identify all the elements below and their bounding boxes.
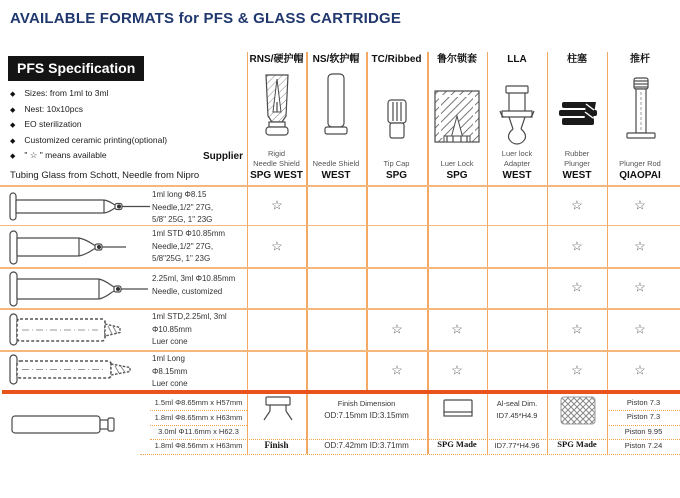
page-title: AVAILABLE FORMATS for PFS & GLASS CARTRIDGE — [10, 10, 402, 27]
tubing-glass-note: Tubing Glass from Schott, Needle from Nipro — [10, 170, 200, 181]
availability-star: ☆ — [571, 362, 583, 378]
row-desc-1 — [152, 189, 248, 227]
desc-line: Φ10.85mm — [152, 324, 192, 334]
table-vline — [487, 52, 489, 391]
diamond-bullet-icon: ◆ — [10, 122, 16, 129]
row-desc-3 — [152, 273, 248, 298]
table-hline — [0, 308, 680, 310]
supplier-name: QIAOPAI — [619, 170, 661, 181]
tip-cap-icon — [384, 98, 410, 143]
dotted-separator — [607, 425, 680, 426]
needle-shield-icon — [322, 72, 350, 142]
caption-line: Luer lock — [501, 149, 533, 158]
crosshatch-liner-icon — [559, 395, 597, 427]
caption-luerlock — [427, 145, 487, 182]
rubber-plunger-icon — [556, 100, 600, 130]
liner-spg-made-label: SPG Made — [557, 439, 597, 449]
caption-line: Plunger — [564, 158, 590, 168]
col-header-luerlock: 鲁尔锁套 — [437, 54, 477, 65]
caption-line: Plunger Rod — [619, 158, 661, 168]
finish-dimension-main: OD:7.15mm ID:3.15mm — [324, 411, 409, 420]
bullet-text: Nest: 10x10pcs — [24, 103, 83, 114]
bullet-item — [10, 88, 240, 104]
desc-line: Φ8.15mm — [152, 366, 188, 376]
dotted-separator — [607, 410, 680, 411]
bullet-text: EO sterilization — [24, 119, 82, 129]
desc-line: 1ml STD,2.25ml, 3ml — [152, 312, 227, 321]
section-divider — [2, 390, 680, 394]
desc-line: Luer cone — [152, 379, 188, 388]
syringe-1ml-std-drawing — [6, 229, 152, 267]
caption-line: Adapter — [503, 158, 531, 168]
diamond-bullet-icon: ◆ — [10, 91, 16, 98]
availability-star: ☆ — [571, 197, 583, 213]
syringe-luer-cone-drawing — [6, 311, 132, 349]
glass-cartridge-drawing — [10, 412, 120, 438]
col-header-plunger: 柱塞 — [567, 54, 587, 65]
caption-line: Needle Shield — [253, 158, 300, 168]
bullet-item — [10, 119, 240, 135]
cartridge-size-1: 1.5ml Φ8.65mm x H57mm — [154, 398, 243, 407]
availability-star: ☆ — [571, 321, 583, 337]
aluminium-cap-icon — [442, 398, 474, 420]
bullet-item — [10, 135, 240, 151]
table-hline — [0, 267, 680, 269]
finish-dimension-title: Finish Dimension — [337, 399, 396, 408]
desc-line: Needle, customized — [152, 286, 223, 296]
desc-line: 5/8" 25G, 1" 23G — [152, 215, 213, 224]
alseal-title: Al-seal Dim. — [496, 399, 538, 408]
desc-line: 1ml long Φ8.15 — [152, 190, 207, 199]
availability-star: ☆ — [634, 197, 646, 213]
caption-line: Rigid — [267, 149, 286, 158]
table-hline — [0, 185, 680, 187]
bullet-text: Sizes: from 1ml to 3ml — [24, 88, 109, 98]
finish-dimension-alt: OD:7.42mm ID:3.71mm — [324, 441, 409, 450]
supplier-label: Supplier — [202, 151, 243, 162]
cartridge-size-4: 1.8ml Φ8.56mm x H63mm — [154, 441, 243, 450]
supplier-name: WEST — [321, 170, 351, 181]
supplier-name: SPG — [385, 170, 408, 181]
caption-lla — [487, 145, 547, 182]
diamond-bullet-icon: ◆ — [10, 153, 16, 160]
bullet-text: " ☆ " means available — [24, 150, 107, 160]
availability-star: ☆ — [271, 197, 283, 213]
piston-4: Piston 7.24 — [624, 441, 663, 450]
desc-line: Luer cone — [152, 337, 188, 346]
diamond-bullet-icon: ◆ — [10, 137, 16, 145]
desc-line: Needle,1/2" 27G, — [152, 241, 214, 251]
supplier-name: SPG WEST — [250, 170, 303, 181]
caption-rns — [247, 145, 306, 182]
alseal-main: ID7.45*H4.9 — [496, 411, 538, 420]
desc-line: Needle,1/2" 27G, — [152, 202, 214, 212]
alseal-alt: ID7.77*H4.96 — [494, 441, 540, 450]
row-desc-5 — [152, 353, 248, 391]
availability-star: ☆ — [571, 279, 583, 295]
cartridge-size-2: 1.8ml Φ8.65mm x H63mm — [154, 412, 243, 422]
syringe-1ml-long-luer-drawing — [6, 352, 142, 388]
piston-3: Piston 9.95 — [624, 426, 663, 436]
cartridge-size-3: 3.0ml Φ11.6mm x H62.3 — [158, 426, 239, 436]
desc-line: 1ml Long — [152, 354, 185, 363]
bullet-item — [10, 104, 240, 120]
caption-ns — [306, 145, 366, 182]
availability-star: ☆ — [391, 321, 403, 337]
caption-line: Needle Shield — [312, 158, 360, 168]
table-vline — [366, 52, 368, 391]
col-header-ns: NS/软护帽 — [312, 54, 360, 65]
col-header-rod: 推杆 — [630, 54, 650, 65]
availability-star: ☆ — [634, 362, 646, 378]
availability-star: ☆ — [271, 238, 283, 254]
luer-lock-icon — [432, 88, 482, 146]
availability-star: ☆ — [391, 362, 403, 378]
desc-line: 2.25ml, 3ml Φ10.85mm — [152, 274, 236, 283]
piston-1: Piston 7.3 — [626, 398, 661, 407]
supplier-name: WEST — [502, 170, 532, 181]
luer-lock-adapter-icon — [497, 84, 537, 148]
table-vline — [547, 52, 549, 391]
dotted-separator — [140, 454, 680, 455]
caption-line: Luer Lock — [440, 158, 474, 168]
diamond-bullet-icon: ◆ — [10, 106, 16, 114]
supplier-name: WEST — [562, 170, 592, 181]
syringe-2-25-3ml-drawing — [6, 270, 152, 308]
caption-plunger — [547, 145, 607, 182]
caption-line: Rubber — [564, 149, 590, 158]
table-vline — [427, 52, 429, 391]
availability-star: ☆ — [451, 362, 463, 378]
desc-line: 5/8"25G, 1" 23G — [152, 254, 211, 263]
desc-line: 1ml STD Φ10.85mm — [152, 229, 226, 238]
syringe-1ml-long-drawing — [6, 191, 152, 223]
availability-star: ☆ — [634, 238, 646, 254]
pfs-specification-heading: PFS Specification — [8, 56, 144, 81]
finish-neck-icon — [261, 395, 295, 425]
rigid-needle-shield-icon — [257, 72, 297, 142]
piston-2: Piston 7.3 — [626, 412, 661, 421]
col-header-lla: LLA — [507, 54, 527, 65]
table-vline — [607, 52, 609, 391]
availability-star: ☆ — [634, 321, 646, 337]
col-header-tc: TC/Ribbed — [371, 54, 422, 65]
availability-star: ☆ — [571, 238, 583, 254]
availability-star: ☆ — [451, 321, 463, 337]
caption-line: Tip Cap — [383, 158, 410, 168]
cap-spg-made-label: SPG Made — [437, 439, 477, 449]
caption-tc — [366, 145, 427, 182]
table-vline — [306, 52, 308, 391]
table-hline — [0, 225, 680, 227]
availability-star: ☆ — [634, 279, 646, 295]
bullet-text: Customized ceramic printing(optional) — [24, 134, 168, 145]
row-desc-2 — [152, 228, 248, 266]
row-desc-4 — [152, 311, 248, 349]
finish-label: Finish — [264, 440, 289, 450]
col-header-rns: RNS/硬护帽 — [249, 54, 304, 65]
supplier-name: SPG — [446, 170, 468, 181]
caption-rod — [607, 145, 673, 182]
plunger-rod-icon — [623, 76, 659, 144]
